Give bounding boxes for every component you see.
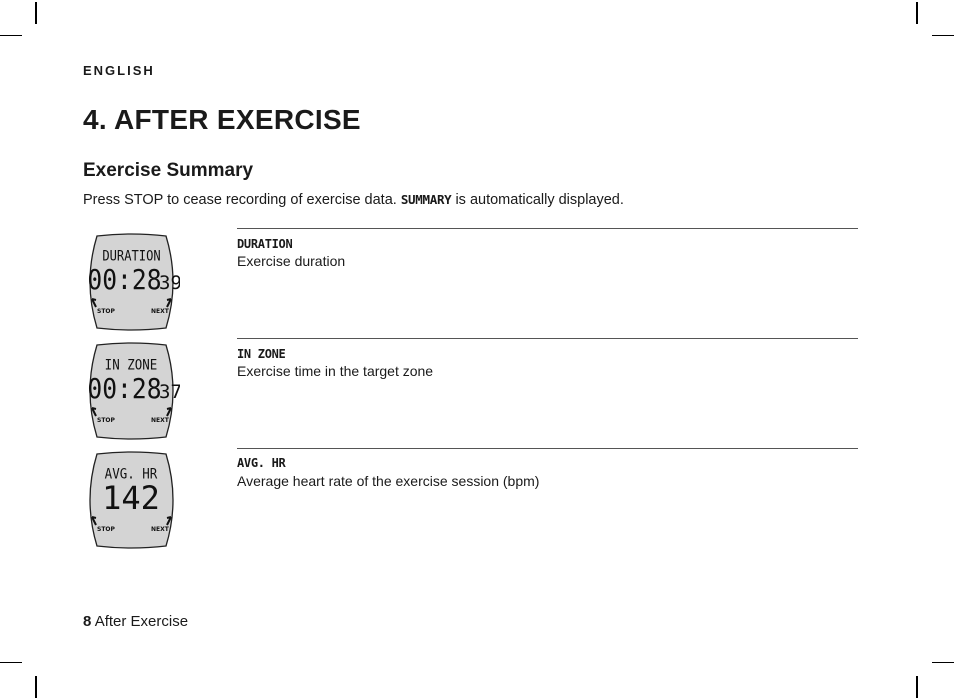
footer-section-name: After Exercise — [94, 613, 189, 630]
display-top-text: IN ZONE — [104, 357, 158, 374]
stop-button-label: STOP — [97, 308, 115, 315]
display-top-text: DURATION — [102, 248, 161, 265]
page-footer — [83, 613, 188, 630]
watch-display-icon — [83, 233, 180, 331]
item-title: IN ZONE — [237, 347, 286, 361]
watch-display — [83, 342, 180, 440]
item-title: AVG. HR — [237, 456, 286, 470]
intro-lcd-word: SUMMARY — [400, 192, 452, 207]
watch-display-icon — [83, 451, 180, 549]
next-button-label: NEXT — [151, 526, 169, 533]
intro-text-after: is automatically displayed. — [455, 192, 624, 208]
item-description: Exercise duration — [237, 253, 346, 269]
item-divider — [237, 448, 858, 449]
language-label: ENGLISH — [83, 63, 155, 78]
display-seconds: 39 — [159, 272, 180, 294]
stop-button-label: STOP — [97, 417, 115, 424]
display-main-value: 00:28 — [87, 264, 162, 297]
item-divider — [237, 228, 858, 229]
next-button-label: NEXT — [151, 308, 169, 315]
page-number: 8 — [83, 613, 92, 630]
crop-mark — [0, 662, 22, 663]
crop-mark — [35, 2, 37, 24]
crop-mark — [932, 662, 954, 663]
item-title: DURATION — [237, 237, 293, 251]
stop-button-label: STOP — [97, 526, 115, 533]
crop-mark — [916, 676, 918, 698]
section-title: Exercise Summary — [83, 160, 254, 181]
crop-mark — [932, 35, 954, 36]
display-top-text: AVG. HR — [104, 466, 158, 483]
crop-mark — [0, 35, 22, 36]
display-main-value: 142 — [102, 479, 160, 517]
item-description: Exercise time in the target zone — [237, 363, 434, 379]
watch-display-icon — [83, 342, 180, 440]
next-button-label: NEXT — [151, 417, 169, 424]
chapter-title: 4. AFTER EXERCISE — [83, 104, 361, 135]
display-seconds: 37 — [159, 381, 180, 403]
display-main-value: 00:28 — [87, 373, 162, 406]
crop-mark — [35, 676, 37, 698]
crop-mark — [916, 2, 918, 24]
intro-paragraph — [83, 192, 624, 208]
item-divider — [237, 338, 858, 339]
watch-display — [83, 451, 180, 549]
intro-text-before: Press STOP to cease recording of exercise data. — [83, 192, 397, 208]
watch-display — [83, 233, 180, 331]
item-description: Average heart rate of the exercise session (bpm) — [237, 473, 540, 489]
